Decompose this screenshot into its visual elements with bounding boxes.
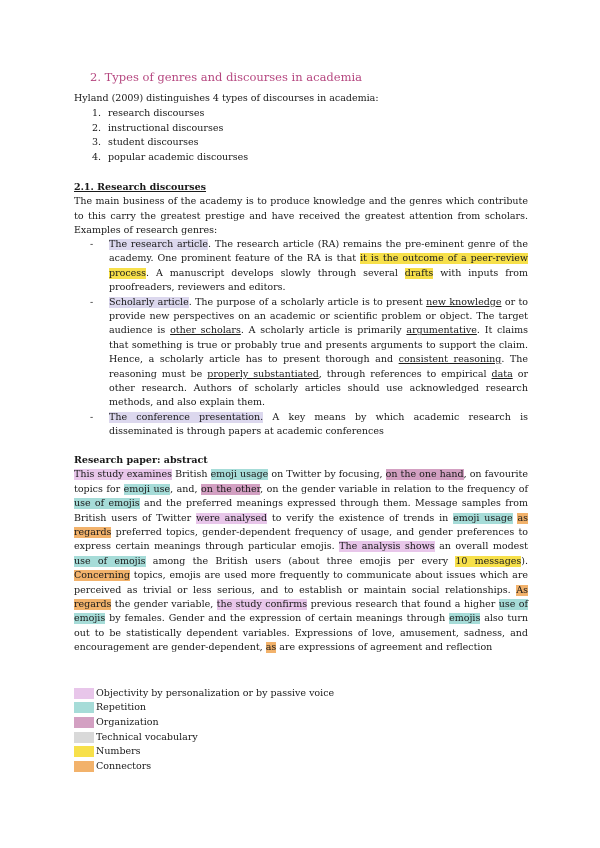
legend-label: Organization (96, 716, 159, 728)
legend-row (74, 730, 334, 745)
legend-swatch (74, 717, 94, 728)
legend-label: Numbers (96, 746, 141, 758)
abstract-section (74, 454, 528, 656)
list-item: - Scholarly article. The purpose of a scholarly article is to present new knowledge or to provide new perspectives on an academic or scientific problem or object. The target audience is other scholars. A scholarly article is primarily argumentative. It claims that something is true or probably true and presents arguments to support the claim. Hence, a scholarly article has to present thorough and consistent reasoning. The reasoning must be properly substantiated, through references to empirical data or other research. Authors of scholarly articles should use acknowledged research methods, and also explain them. (90, 296, 528, 409)
legend-swatch (74, 732, 94, 743)
legend-swatch (74, 702, 94, 713)
highlight-legend (74, 686, 334, 774)
legend-row (74, 759, 334, 774)
legend-swatch (74, 746, 94, 757)
subsection-title: 2.1. Research discourses (74, 182, 207, 193)
section-title: 2. Types of genres and discourses in academia (90, 70, 363, 84)
legend-label: Repetition (96, 702, 147, 714)
list-item: 3. student discourses (92, 137, 199, 148)
list-item: 4. popular academic discourses (92, 151, 249, 163)
list-item: - The research article. The research article (RA) remains the pre-eminent genre of the academy. One prominent feature of the RA is that it is the outcome of a peer-review process. A manuscript develops slowly through several drafts with inputs from proofreaders, reviewers and editors. (90, 239, 528, 294)
legend-label: Objectivity by personalization or by passive voice (96, 687, 335, 699)
intro-text: Hyland (2009) distinguishes 4 types of discourses in academia: (74, 93, 379, 104)
research-discourses-section (74, 181, 528, 239)
legend-label: Technical vocabulary (96, 731, 198, 743)
list-item: 1. research discourses (92, 108, 205, 119)
legend-row (74, 701, 334, 716)
legend-row (74, 686, 334, 701)
legend-label: Connectors (96, 760, 152, 772)
legend-row (74, 744, 334, 759)
legend-swatch (74, 761, 94, 772)
list-item: 2. instructional discourses (92, 122, 224, 134)
list-item: - The conference presentation. A key means by which academic research is disseminated is through papers at academic conferences (90, 411, 528, 438)
abstract-paragraph: This study examines British emoji usage on Twitter by focusing, on the one hand, on favourite topics for emoji use, and, on the other, on the gender variable in relation to the frequency of use of emojis and the preferred meanings expressed through them. Message samples from British users of Twitter were analysed to verify the existence of trends in emoji usage as regards preferred topics, gender-dependent frequency of usage, and gender preferences to express certain meanings through particular emojis. The analysis shows an overall modest use of emojis among the British users (about three emojis per every 10 messages). Concerning topics, emojis are used more frequently to communicate about issues which are perceived as trivial or less serious, and to establish or maintain social relationships. As regards the gender variable, the study confirms previous research that found a higher use of emojis by females. Gender and the expression of certain meanings through emojis also turn out to be statistically dependent variables. Expressions of love, amusement, sadness, and encouragement are gender-dependent, as are expressions of agreement and reflection (74, 469, 529, 654)
abstract-title: Research paper: abstract (74, 455, 208, 466)
legend-swatch (74, 688, 94, 699)
discourse-types-list (92, 107, 248, 165)
legend-row (74, 715, 334, 730)
subsection-paragraph: The main business of the academy is to produce knowledge and the genres which contribute to this carry the greatest prestige and have received the greatest attention from scholars. Examples of research genres: (74, 196, 528, 237)
research-genres-list (74, 238, 528, 440)
